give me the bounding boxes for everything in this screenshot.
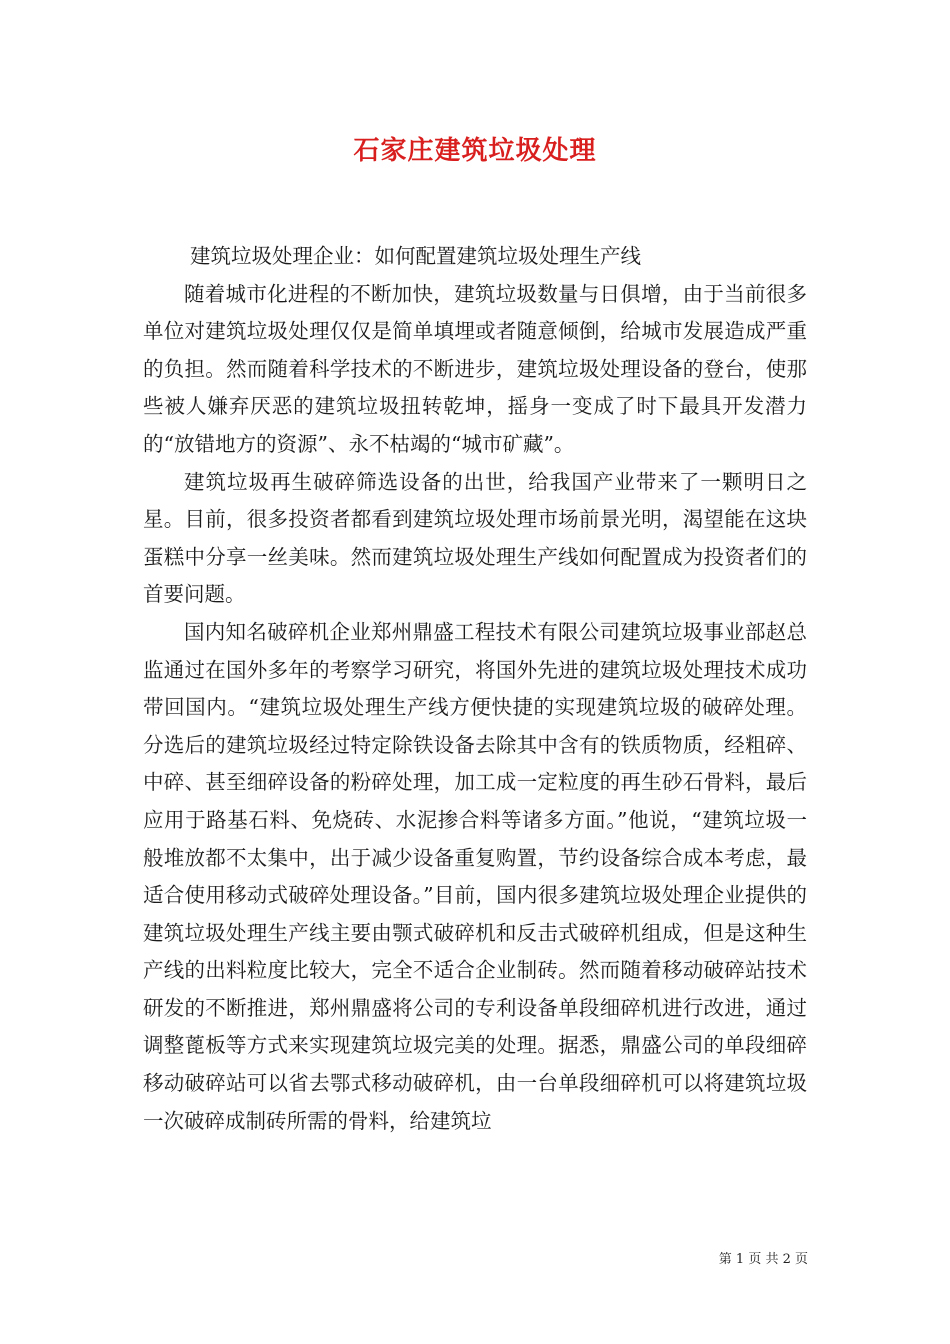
document-title: 石家庄建筑垃圾处理 [353, 136, 597, 166]
paragraph-2: 建筑垃圾再生破碎筛选设备的出世，给我国产业带来了一颗明日之星。目前，很多投资者都看到建筑垃圾处理市场前景光明，渴望能在这块蛋糕中分享一丝美味。然而建筑垃圾处理生产线如何配置成为投资者们的首要问题。 [143, 469, 807, 607]
document-body [143, 238, 807, 1140]
document-subtitle: 建筑垃圾处理企业：如何配置建筑垃圾处理生产线 [190, 244, 641, 268]
paragraph-1: 随着城市化进程的不断加快，建筑垃圾数量与日俱增，由于当前很多单位对建筑垃圾处理仅仅是简单填埋或者随意倾倒，给城市发展造成严重的负担。然而随着科学技术的不断进步，建筑垃圾处理设备的登台，使那些被人嫌弃厌恶的建筑垃圾扭转乾坤，摇身一变成了时下最具开发潜力的“放错地方的资源”、永不枯竭的“城市矿藏”。 [143, 281, 807, 456]
paragraph-3: 国内知名破碎机企业郑州鼎盛工程技术有限公司建筑垃圾事业部赵总监通过在国外多年的考察学习研究，将国外先进的建筑垃圾处理技术成功带回国内。“建筑垃圾处理生产线方便快捷的实现建筑垃圾的破碎处理。分选后的建筑垃圾经过特定除铁设备去除其中含有的铁质物质，经粗碎、中碎、甚至细碎设备的粉碎处理，加工成一定粒度的再生砂石骨料，最后应用于路基石料、免烧砖、水泥掺合料等诸多方面。”他说，“建筑垃圾一般堆放都不太集中，出于减少设备重复购置，节约设备综合成本考虑，最适合使用移动式破碎处理设备。”目前，国内很多建筑垃圾处理企业提供的建筑垃圾处理生产线主要由颚式破碎机和反击式破碎机组成，但是这种生产线的出料粒度比较大，完全不适合企业制砖。然而随着移动破碎站技术研发的不断推进，郑州鼎盛将公司的专利设备单段细碎机进行改进，通过调整蓖板等方式来实现建筑垃圾完美的处理。据悉，鼎盛公司的单段细碎移动破碎站可以省去鄂式移动破碎机，由一台单段细碎机可以将建筑垃圾一次破碎成制砖所需的骨料，给建筑垃 [143, 619, 807, 1133]
page-number-footer: 第 1 页 共 2 页 [718, 1252, 808, 1267]
